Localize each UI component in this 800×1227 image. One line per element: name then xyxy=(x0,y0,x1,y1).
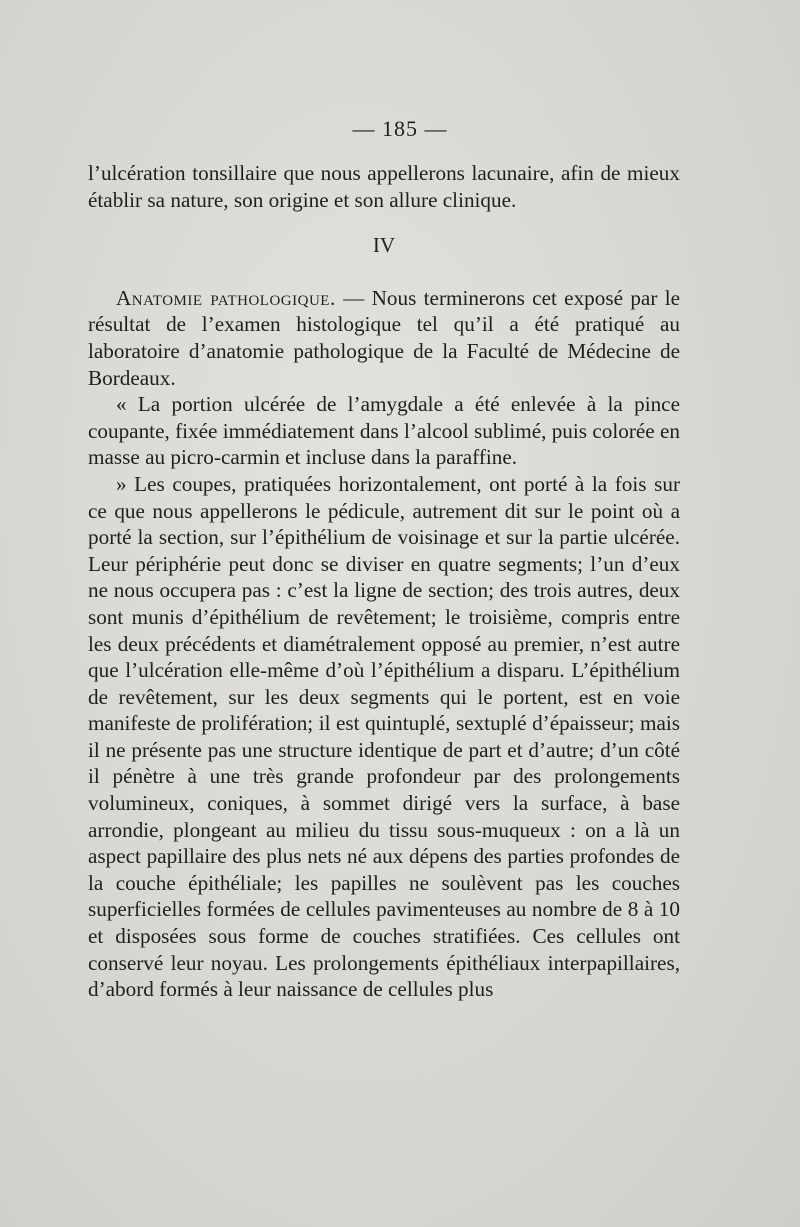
section-numeral: IV xyxy=(372,233,396,258)
paragraph-intro: l’ulcération tonsillaire que nous appellerons lacunaire, afin de mieux établir sa nature, son origine et son allure clinique. xyxy=(88,161,680,212)
page-number: — 185 — xyxy=(352,116,448,141)
section-heading: Anatomie pathologique. xyxy=(116,285,336,310)
body-text xyxy=(88,160,680,1003)
paragraph-quote-continued: » Les coupes, pratiquées horizontalement, ont porté à la fois sur ce que nous appellerons le pédicule, autrement dit sur le point où a porté la section, sur l’épithélium de voisinage et sur la partie ulcérée. Leur périphérie peut donc se diviser en quatre segments; l’un d’eux ne nous occupera pas : c’est la ligne de section; des trois autres, deux sont munis d’épithélium de revêtement; le troisième, compris entre les deux précédents et diamétralement opposé au premier, n’est autre que l’ulcération elle-même d’où l’épithélium a disparu. L’épithélium de revêtement, sur les deux segments qui le portent, est en voie manifeste de prolifération; il est quintuplé, sextuplé d’épaisseur; mais il ne présente pas une structure identique de part et d’autre; d’un côté il pénètre à une très grande profondeur par des prolongements volumineux, coniques, à sommet dirigé vers la surface, à base arrondie, plongeant au milieu du tissu sous-muqueux : on a là un aspect papillaire des plus nets né aux dépens des parties profondes de la couche épithéliale; les papilles ne soulèvent pas les couches superficielles formées de cellules pavimenteuses au nombre de 8 à 10 et disposées sous forme de couches stratifiées. Ces cellules ont conservé leur noyau. Les prolongements épithéliaux interpapillaires, d’abord formés à leur naissance de cellules plus xyxy=(88,471,680,1002)
paragraph-anatomy-text: — Nous terminerons cet exposé par le résultat de l’examen histologique tel qu’il a été pratiqué au laboratoire d’anatomie pathologique de la Faculté de Médecine de Bordeaux. xyxy=(88,285,681,390)
paragraph-anatomy xyxy=(88,285,680,391)
paragraph-quote-start: « La portion ulcérée de l’amygdale a été enlevée à la pince coupante, fixée immédiatement dans l’alcool sublimé, puis colorée en masse au picro-carmin et incluse dans la paraffine. xyxy=(88,392,680,470)
